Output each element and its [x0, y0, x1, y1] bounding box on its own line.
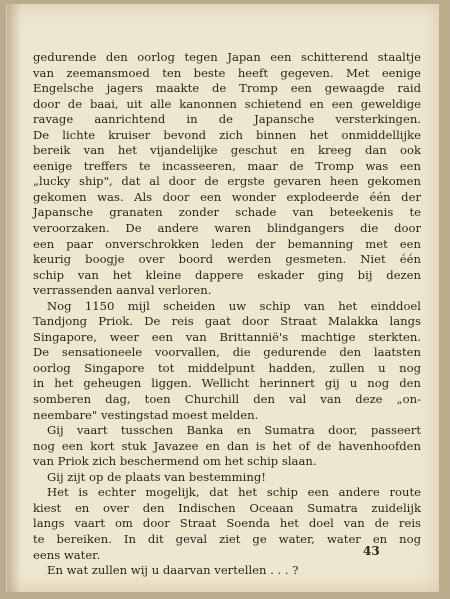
book-page [6, 4, 439, 592]
text-line: gedurende den oorlog tegen Japan een schitterend staaltje [33, 50, 421, 64]
text-line: Singapore, weer een van Brittannië's machtige sterkten. [33, 329, 421, 344]
text-line: te bereiken. In dit geval ziet ge water, water en nog [33, 531, 421, 546]
text-line: ravage aanrichtend in de Japansche versterkingen. [33, 112, 421, 127]
text-line: veroorzaken. De andere waren blindgangers die door [33, 221, 421, 236]
page-spine-shadow [7, 4, 21, 592]
text-line: gekomen was. Als door een wonder explodeerde één der [33, 189, 421, 204]
text-line: verrassenden aanval verloren. [33, 283, 212, 298]
text-line: Nog 1150 mijl scheiden uw schip van het einddoel [47, 298, 421, 313]
body-text [33, 50, 421, 579]
text-line: somberen dag, toen Churchill den val van deze „on- [33, 392, 421, 407]
text-line: De lichte kruiser bevond zich binnen het onmiddellijke [33, 127, 421, 142]
text-line: „lucky ship", dat al door de ergste gevaren heen gekomen [33, 174, 421, 189]
text-line: een paar onverschrokken leden der bemanning met een [33, 236, 421, 251]
text-line: En wat zullen wij u daarvan vertellen . . . ? [47, 563, 299, 578]
text-line: De sensationeele voorvallen, die gedurende den laatsten [33, 345, 421, 360]
text-line: eens water. [33, 547, 101, 562]
text-line: Gij vaart tusschen Banka en Sumatra door, passeert [47, 423, 421, 438]
text-line: in het geheugen liggen. Wellicht herinnert gij u nog den [33, 376, 421, 391]
text-line: Japansche granaten zonder schade van beteekenis te [33, 205, 421, 220]
text-line: nog een kort stuk Javazee en dan is het of de havenhoofden [33, 438, 421, 453]
text-line: neembare" vestingstad moest melden. [33, 407, 259, 422]
text-line: langs vaart om door Straat Soenda het doel van de reis [33, 516, 421, 531]
page-number: 43 [363, 544, 380, 558]
text-line: Tandjong Priok. De reis gaat door Straat Malakka langs [33, 314, 421, 329]
text-line: van Priok zich beschermend om het schip slaan. [33, 454, 317, 469]
text-line: van zeemansmoed ten beste heeft gegeven. Met eenige [33, 65, 421, 80]
text-line: Engelsche jagers maakte de Tromp een gewaagde raid [33, 81, 421, 96]
text-line: keurig boogje over boord werden gesmeten. Niet één [33, 252, 421, 267]
text-line: Gij zijt op de plaats van bestemming! [47, 469, 266, 484]
text-line: kiest en over den Indischen Oceaan Sumatra zuidelijk [33, 500, 421, 515]
text-line: bereik van het vijandelijke geschut en kreeg dan ook [33, 143, 421, 158]
text-line: oorlog Singapore tot middelpunt hadden, zullen u nog [33, 360, 421, 375]
text-line: Het is echter mogelijk, dat het schip een andere route [47, 485, 421, 500]
text-line: door de baai, uit alle kanonnen schietend en een geweldige [33, 96, 421, 111]
text-line: schip van het kleine dappere eskader ging bij dezen [33, 267, 421, 282]
text-line: eenige treffers te incasseeren, maar de Tromp was een [33, 158, 421, 173]
